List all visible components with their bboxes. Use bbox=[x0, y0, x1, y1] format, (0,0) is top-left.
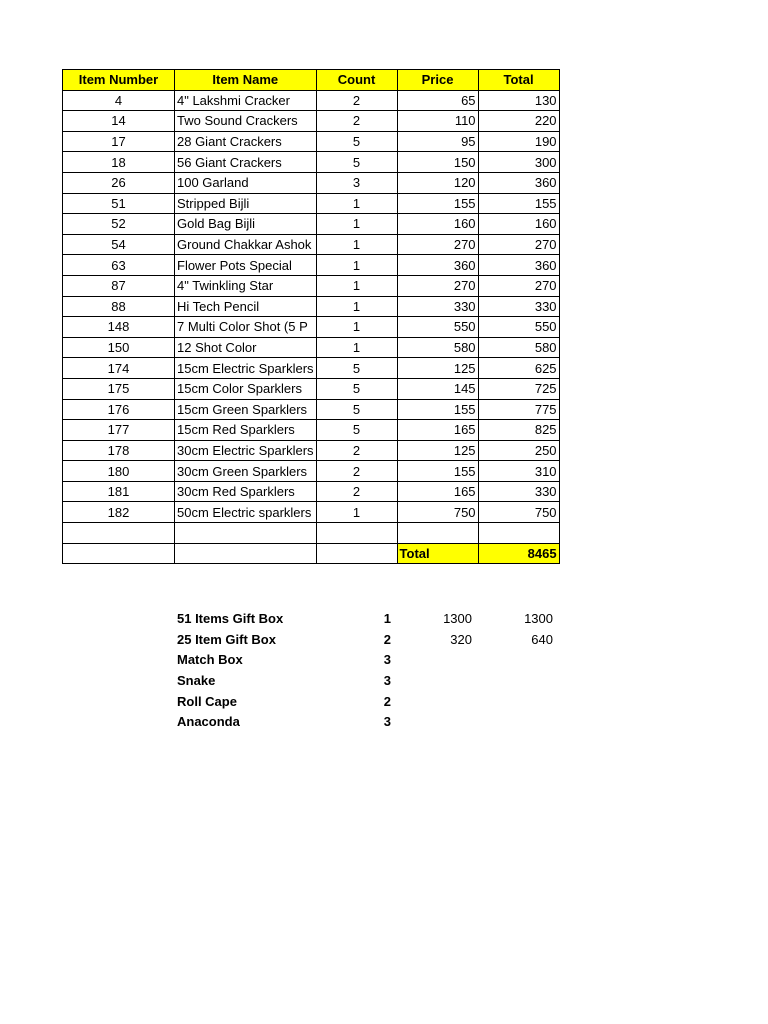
price-cell[interactable]: 360 bbox=[397, 255, 478, 276]
table-row bbox=[63, 420, 560, 441]
total-cell[interactable]: 580 bbox=[478, 337, 559, 358]
extra-row bbox=[175, 630, 555, 651]
price-cell[interactable]: 270 bbox=[397, 234, 478, 255]
header-price[interactable]: Price bbox=[397, 70, 478, 91]
blank-cell[interactable] bbox=[63, 543, 175, 564]
table-row bbox=[63, 317, 560, 338]
item-name-cell[interactable]: 15cm Red Sparklers bbox=[175, 420, 317, 441]
item-name-cell[interactable]: Flower Pots Special bbox=[175, 255, 317, 276]
extra-name-cell[interactable]: Snake bbox=[177, 673, 216, 689]
item-number-cell[interactable]: 14 bbox=[63, 111, 175, 132]
header-item-name[interactable]: Item Name bbox=[175, 70, 317, 91]
item-number-cell[interactable]: 52 bbox=[63, 214, 175, 235]
price-cell[interactable]: 150 bbox=[397, 152, 478, 173]
item-name-cell[interactable]: 15cm Color Sparklers bbox=[175, 378, 317, 399]
item-name-cell[interactable]: 56 Giant Crackers bbox=[175, 152, 317, 173]
item-number-cell[interactable]: 18 bbox=[63, 152, 175, 173]
header-total[interactable]: Total bbox=[478, 70, 559, 91]
item-number-cell[interactable]: 54 bbox=[63, 234, 175, 255]
table-row bbox=[63, 214, 560, 235]
count-cell[interactable]: 3 bbox=[316, 172, 397, 193]
extra-price-cell[interactable] bbox=[393, 691, 474, 712]
count-cell[interactable]: 1 bbox=[316, 502, 397, 523]
extra-price-cell[interactable] bbox=[393, 712, 474, 733]
header-item-number[interactable]: Item Number bbox=[63, 70, 175, 91]
table-row bbox=[63, 296, 560, 317]
count-cell[interactable]: 5 bbox=[316, 152, 397, 173]
item-name-cell[interactable]: 30cm Electric Sparklers bbox=[175, 440, 317, 461]
item-name-cell[interactable]: 28 Giant Crackers bbox=[175, 131, 317, 152]
item-number-cell[interactable]: 176 bbox=[63, 399, 175, 420]
header-count[interactable]: Count bbox=[316, 70, 397, 91]
item-number-cell[interactable]: 63 bbox=[63, 255, 175, 276]
extra-name-cell[interactable]: Anaconda bbox=[177, 714, 240, 730]
item-number-cell[interactable]: 180 bbox=[63, 461, 175, 482]
price-cell[interactable]: 145 bbox=[397, 378, 478, 399]
extra-row bbox=[175, 712, 555, 733]
table-row bbox=[63, 502, 560, 523]
total-cell[interactable]: 160 bbox=[478, 214, 559, 235]
total-cell[interactable]: 250 bbox=[478, 440, 559, 461]
items-table bbox=[62, 69, 560, 564]
item-name-cell[interactable]: 100 Garland bbox=[175, 172, 317, 193]
item-name-cell[interactable]: 30cm Green Sparklers bbox=[175, 461, 317, 482]
extra-price-cell[interactable]: 320 bbox=[450, 631, 472, 647]
item-number-cell[interactable]: 178 bbox=[63, 440, 175, 461]
total-cell[interactable]: 330 bbox=[478, 296, 559, 317]
extra-total-cell[interactable] bbox=[474, 671, 555, 692]
extra-name-cell[interactable]: 51 Items Gift Box bbox=[177, 611, 284, 627]
item-number-cell[interactable]: 182 bbox=[63, 502, 175, 523]
count-cell[interactable]: 1 bbox=[316, 275, 397, 296]
blank-cell[interactable] bbox=[397, 523, 478, 544]
count-cell[interactable]: 5 bbox=[316, 420, 397, 441]
table-row bbox=[63, 172, 560, 193]
count-cell[interactable]: 2 bbox=[316, 111, 397, 132]
item-rows bbox=[63, 90, 560, 522]
blank-cell[interactable] bbox=[63, 523, 175, 544]
total-cell[interactable]: 550 bbox=[478, 317, 559, 338]
header-row bbox=[63, 70, 560, 91]
total-cell[interactable]: 725 bbox=[478, 378, 559, 399]
count-cell[interactable]: 1 bbox=[316, 214, 397, 235]
extras-list bbox=[175, 609, 555, 733]
item-name-cell[interactable]: Hi Tech Pencil bbox=[175, 296, 317, 317]
count-cell[interactable]: 1 bbox=[316, 193, 397, 214]
extra-name-cell[interactable]: Roll Cape bbox=[177, 693, 237, 709]
total-cell[interactable]: 360 bbox=[478, 255, 559, 276]
extra-count-cell[interactable]: 3 bbox=[383, 714, 391, 730]
count-cell[interactable]: 5 bbox=[316, 131, 397, 152]
blank-cell[interactable] bbox=[316, 523, 397, 544]
item-number-cell[interactable]: 88 bbox=[63, 296, 175, 317]
item-name-cell[interactable]: 15cm Electric Sparklers bbox=[175, 358, 317, 379]
total-cell[interactable]: 155 bbox=[478, 193, 559, 214]
table-row bbox=[63, 378, 560, 399]
item-name-cell[interactable]: 30cm Red Sparklers bbox=[175, 481, 317, 502]
total-cell[interactable]: 825 bbox=[478, 420, 559, 441]
extra-count-cell[interactable]: 3 bbox=[383, 652, 391, 668]
total-cell[interactable]: 270 bbox=[478, 234, 559, 255]
price-cell[interactable]: 155 bbox=[397, 399, 478, 420]
extra-count-cell[interactable]: 1 bbox=[383, 611, 391, 627]
price-cell[interactable]: 95 bbox=[397, 131, 478, 152]
total-cell[interactable]: 750 bbox=[478, 502, 559, 523]
item-number-cell[interactable]: 177 bbox=[63, 420, 175, 441]
item-number-cell[interactable]: 87 bbox=[63, 275, 175, 296]
price-cell[interactable]: 155 bbox=[397, 193, 478, 214]
extra-price-cell[interactable] bbox=[393, 650, 474, 671]
table-row bbox=[63, 193, 560, 214]
grand-total-label[interactable]: Total bbox=[397, 543, 478, 564]
extra-total-cell[interactable] bbox=[474, 650, 555, 671]
table-row bbox=[63, 399, 560, 420]
count-cell[interactable]: 2 bbox=[316, 90, 397, 111]
extra-total-cell[interactable] bbox=[474, 691, 555, 712]
item-name-cell[interactable]: Stripped Bijli bbox=[175, 193, 317, 214]
item-number-cell[interactable]: 175 bbox=[63, 378, 175, 399]
item-name-cell[interactable]: 7 Multi Color Shot (5 P bbox=[175, 317, 317, 338]
total-cell[interactable]: 220 bbox=[478, 111, 559, 132]
extra-total-cell[interactable] bbox=[474, 712, 555, 733]
extra-count-cell[interactable]: 2 bbox=[383, 693, 391, 709]
extra-price-cell[interactable]: 1300 bbox=[443, 611, 472, 627]
extra-count-cell[interactable]: 2 bbox=[383, 631, 391, 647]
item-name-cell[interactable]: 4" Twinkling Star bbox=[175, 275, 317, 296]
count-cell[interactable]: 2 bbox=[316, 461, 397, 482]
table-row bbox=[63, 461, 560, 482]
count-cell[interactable]: 1 bbox=[316, 255, 397, 276]
item-name-cell[interactable]: 15cm Green Sparklers bbox=[175, 399, 317, 420]
price-cell[interactable]: 155 bbox=[397, 461, 478, 482]
price-cell[interactable]: 65 bbox=[397, 90, 478, 111]
table-row bbox=[63, 337, 560, 358]
table-row bbox=[63, 111, 560, 132]
blank-row bbox=[63, 523, 560, 544]
total-cell[interactable]: 310 bbox=[478, 461, 559, 482]
count-cell[interactable]: 1 bbox=[316, 296, 397, 317]
item-number-cell[interactable]: 148 bbox=[63, 317, 175, 338]
table-row bbox=[63, 481, 560, 502]
item-number-cell[interactable]: 174 bbox=[63, 358, 175, 379]
blank-cell[interactable] bbox=[478, 523, 559, 544]
total-cell[interactable]: 300 bbox=[478, 152, 559, 173]
item-name-cell[interactable]: Ground Chakkar Ashok bbox=[175, 234, 317, 255]
total-cell[interactable]: 190 bbox=[478, 131, 559, 152]
item-number-cell[interactable]: 26 bbox=[63, 172, 175, 193]
price-cell[interactable]: 165 bbox=[397, 481, 478, 502]
count-cell[interactable]: 1 bbox=[316, 317, 397, 338]
item-number-cell[interactable]: 4 bbox=[63, 90, 175, 111]
table-row bbox=[63, 152, 560, 173]
price-cell[interactable]: 550 bbox=[397, 317, 478, 338]
extra-row bbox=[175, 671, 555, 692]
item-name-cell[interactable]: 12 Shot Color bbox=[175, 337, 317, 358]
price-cell[interactable]: 110 bbox=[397, 111, 478, 132]
price-cell[interactable]: 270 bbox=[397, 275, 478, 296]
price-cell[interactable]: 125 bbox=[397, 440, 478, 461]
blank-cell[interactable] bbox=[316, 543, 397, 564]
price-cell[interactable]: 160 bbox=[397, 214, 478, 235]
extra-row bbox=[175, 650, 555, 671]
table-row bbox=[63, 255, 560, 276]
extra-count-cell[interactable]: 3 bbox=[383, 673, 391, 689]
extra-name-cell[interactable]: Match Box bbox=[177, 652, 243, 668]
item-name-cell[interactable]: Gold Bag Bijli bbox=[175, 214, 317, 235]
price-cell[interactable]: 750 bbox=[397, 502, 478, 523]
price-cell[interactable]: 330 bbox=[397, 296, 478, 317]
item-name-cell[interactable]: Two Sound Crackers bbox=[175, 111, 317, 132]
extra-total-cell[interactable]: 1300 bbox=[524, 611, 553, 627]
total-cell[interactable]: 270 bbox=[478, 275, 559, 296]
table-row bbox=[63, 234, 560, 255]
item-name-cell[interactable]: 4" Lakshmi Cracker bbox=[175, 90, 317, 111]
item-number-cell[interactable]: 51 bbox=[63, 193, 175, 214]
table-row bbox=[63, 131, 560, 152]
price-cell[interactable]: 125 bbox=[397, 358, 478, 379]
total-cell[interactable]: 625 bbox=[478, 358, 559, 379]
count-cell[interactable]: 2 bbox=[316, 440, 397, 461]
table-row bbox=[63, 90, 560, 111]
price-cell[interactable]: 165 bbox=[397, 420, 478, 441]
count-cell[interactable]: 5 bbox=[316, 358, 397, 379]
count-cell[interactable]: 2 bbox=[316, 481, 397, 502]
total-cell[interactable]: 330 bbox=[478, 481, 559, 502]
extra-row bbox=[175, 609, 555, 630]
table-row bbox=[63, 440, 560, 461]
price-cell[interactable]: 580 bbox=[397, 337, 478, 358]
count-cell[interactable]: 1 bbox=[316, 234, 397, 255]
table-row bbox=[63, 358, 560, 379]
extra-price-cell[interactable] bbox=[393, 671, 474, 692]
item-number-cell[interactable]: 150 bbox=[63, 337, 175, 358]
total-cell[interactable]: 130 bbox=[478, 90, 559, 111]
extra-total-cell[interactable]: 640 bbox=[531, 631, 553, 647]
grand-total-value[interactable]: 8465 bbox=[478, 543, 559, 564]
price-cell[interactable]: 120 bbox=[397, 172, 478, 193]
count-cell[interactable]: 1 bbox=[316, 337, 397, 358]
total-row bbox=[63, 543, 560, 564]
count-cell[interactable]: 5 bbox=[316, 378, 397, 399]
count-cell[interactable]: 5 bbox=[316, 399, 397, 420]
total-cell[interactable]: 360 bbox=[478, 172, 559, 193]
extra-name-cell[interactable]: 25 Item Gift Box bbox=[177, 631, 276, 647]
item-number-cell[interactable]: 181 bbox=[63, 481, 175, 502]
table-row bbox=[63, 275, 560, 296]
item-number-cell[interactable]: 17 bbox=[63, 131, 175, 152]
item-name-cell[interactable]: 50cm Electric sparklers bbox=[175, 502, 317, 523]
total-cell[interactable]: 775 bbox=[478, 399, 559, 420]
extra-rows bbox=[175, 609, 555, 733]
blank-cell[interactable] bbox=[175, 523, 317, 544]
blank-cell[interactable] bbox=[175, 543, 317, 564]
extra-row bbox=[175, 691, 555, 712]
